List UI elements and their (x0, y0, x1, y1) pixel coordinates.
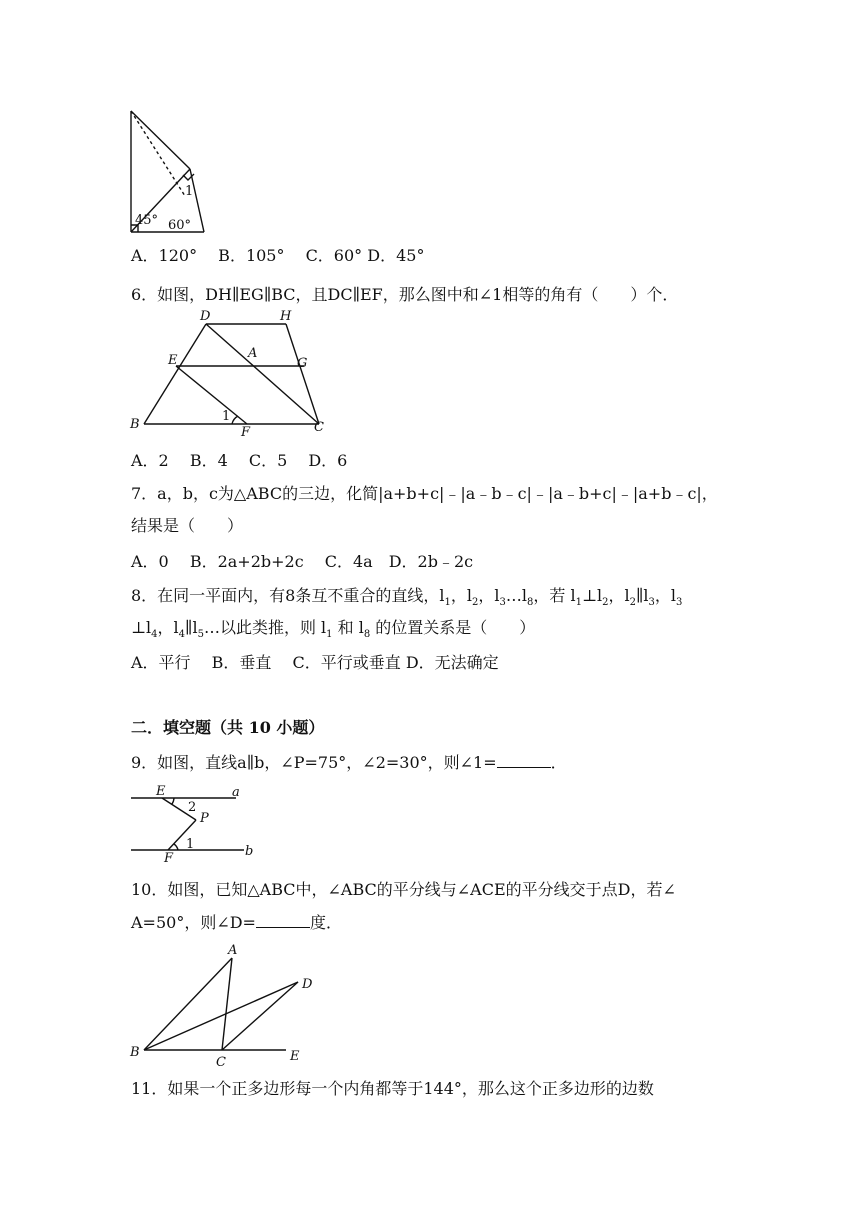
q9-label-b: b (245, 844, 254, 859)
q8-text: ∥l (636, 586, 649, 605)
q8-text: ∥l (185, 618, 198, 637)
q8-subscript: 5 (197, 629, 204, 641)
q10-text: A=50°，则∠D= (131, 913, 256, 932)
section-title-count: 10 (248, 718, 271, 737)
q8-text: ⊥l (131, 618, 152, 637)
q9-label-a: a (232, 785, 240, 800)
q8-subscript: 1 (444, 597, 451, 609)
q9-text: 9．如图，直线a∥b，∠P=75°，∠2=30°，则∠1= (131, 753, 497, 772)
q8-subscript: 3 (648, 597, 655, 609)
q6-label-E: E (168, 353, 178, 368)
q10-stem-continued (131, 913, 342, 933)
q7-options: A．0 B．2a+2b+2c C．4a D．2b﹣2c (131, 552, 474, 571)
q7-stem: 7．a，b，c为△ABC的三边，化简|a+b+c|﹣|a﹣b﹣c|﹣|a﹣b+c|﹣|a+b﹣c|， (131, 484, 718, 503)
q8-stem (131, 586, 682, 613)
q8-stem-continued (131, 618, 535, 645)
q5-figure (128, 108, 208, 236)
q8-subscript: 2 (629, 597, 636, 609)
q9-figure (128, 782, 260, 862)
q6-stem: 6．如图，DH∥EG∥BC，且DC∥EF，那么图中和∠1相等的角有（ ）个． (131, 285, 679, 304)
q9-label-F: F (164, 851, 174, 862)
q9-text-end: ． (550, 753, 567, 772)
q6-label-1: 1 (222, 409, 231, 424)
q8-text: ，l (654, 586, 677, 605)
q5-angle-60: 60° (168, 218, 192, 233)
q8-text: ，l (478, 586, 500, 605)
q9-stem (131, 753, 567, 773)
q6-label-A: A (248, 346, 258, 361)
q8-text: ，若 l (533, 586, 576, 605)
q6-label-C: C (314, 420, 324, 435)
q6-label-H: H (280, 309, 292, 324)
q6-label-G: G (297, 356, 308, 371)
q8-text: 8．在同一平面内，有8条互不重合的直线，l (131, 586, 445, 605)
q8-options: A．平行 B．垂直 C．平行或垂直 D．无法确定 (131, 653, 499, 672)
section-title (131, 718, 324, 738)
q8-text: ⊥l (581, 586, 603, 605)
q8-subscript: 8 (526, 597, 534, 609)
q8-text: …l (505, 586, 527, 605)
q8-subscript: 4 (151, 629, 158, 641)
q9-label-2: 2 (188, 800, 197, 815)
q5-label-1: 1 (185, 184, 194, 199)
q8-subscript: 8 (363, 629, 371, 641)
section-title-text: 小题） (270, 718, 325, 737)
q8-text: ，l (450, 586, 472, 605)
q9-label-E: E (156, 784, 166, 799)
q10-label-D: D (302, 977, 313, 992)
q10-label-B: B (130, 1045, 140, 1060)
q9-label-1: 1 (186, 837, 195, 852)
q7-stem-continued: 结果是（ ） (131, 516, 244, 535)
q6-options: A．2 B．4 C．5 D．6 (131, 451, 348, 470)
q8-text: …以此类推，则 l (203, 618, 327, 637)
q5-angle-45: 45° (135, 213, 159, 228)
q8-subscript: 3 (499, 597, 506, 609)
q6-label-D: D (200, 309, 211, 324)
q8-subscript: 1 (326, 629, 333, 641)
q6-label-B: B (130, 417, 140, 432)
q8-text: ，l (608, 586, 630, 605)
q9-label-P: P (200, 811, 209, 826)
section-title-text: 二．填空题（共 (131, 718, 249, 737)
q10-answer-blank[interactable] (256, 913, 310, 928)
q10-label-E: E (290, 1049, 300, 1064)
q8-subscript: 2 (602, 597, 609, 609)
q6-label-F: F (241, 425, 251, 440)
q11-stem: 11．如果一个正多边形每一个内角都等于144°，那么这个正多边形的边数 (131, 1079, 654, 1098)
q8-text: 和 l (332, 618, 364, 637)
q8-text: 的位置关系是（ ） (370, 618, 536, 637)
q10-text-end: 度． (309, 913, 342, 932)
q10-label-A: A (228, 943, 238, 958)
q8-subscript: 3 (676, 597, 683, 609)
q8-subscript: 4 (178, 629, 186, 641)
q5-options: A．120° B．105° C．60° D．45° (131, 246, 425, 265)
q10-stem: 10．如图，已知△ABC中，∠ABC的平分线与∠ACE的平分线交于点D，若∠ (131, 880, 676, 899)
q9-answer-blank[interactable] (497, 753, 551, 768)
q8-subscript: 2 (471, 597, 479, 609)
q8-text: ，l (157, 618, 179, 637)
q6-figure (126, 306, 332, 440)
q10-label-C: C (216, 1055, 226, 1068)
q10-figure (128, 942, 318, 1068)
q8-subscript: 1 (575, 597, 582, 609)
